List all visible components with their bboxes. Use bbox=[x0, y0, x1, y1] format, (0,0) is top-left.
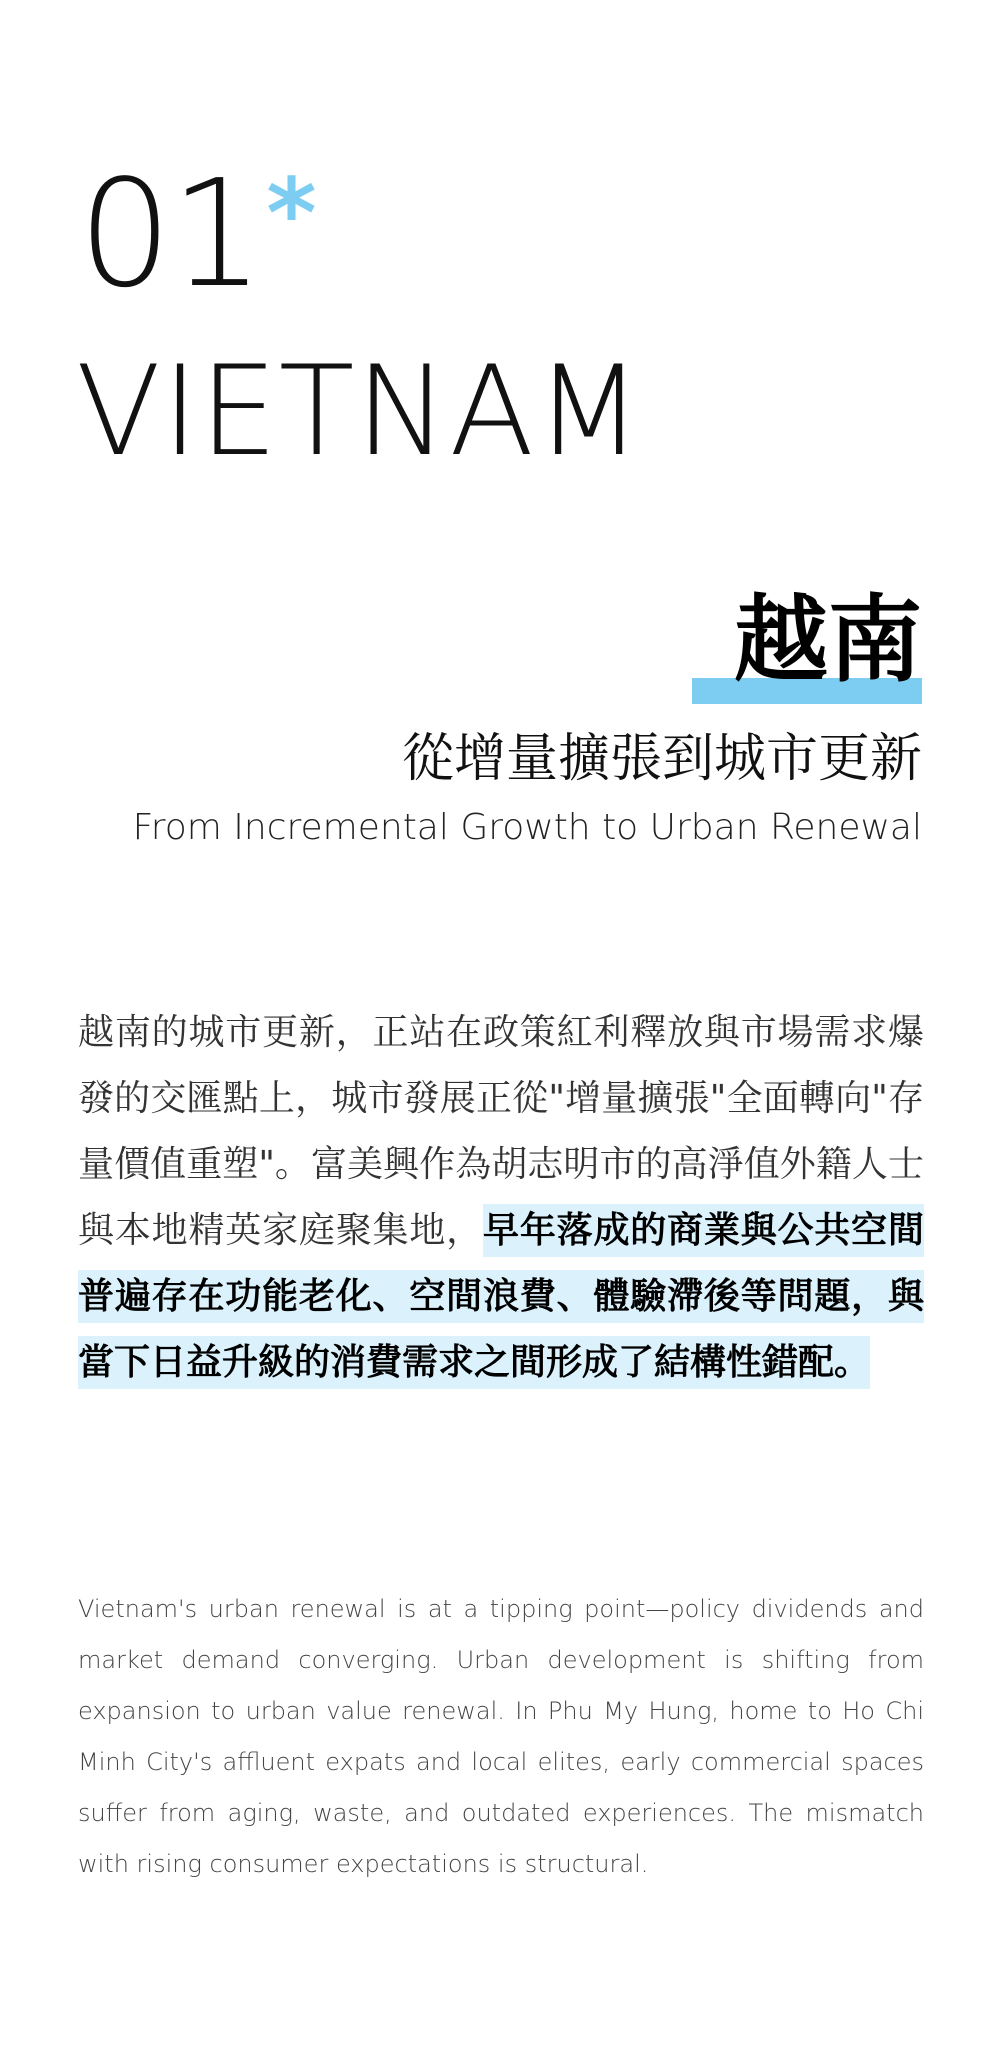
asterisk-marker: * bbox=[266, 158, 317, 270]
body-zh-intro: 越南的城市更新，正站在政策紅利釋放與市場需求爆發的交匯點上，城市發展正從"增量擴張"全面轉向"存量價值重塑"。富美興作為胡志明市的高淨值外籍人士與本地精英家庭聚集地， bbox=[78, 1012, 924, 1251]
body-paragraph-zh bbox=[78, 1000, 924, 1396]
subtitle-zh: 從增量擴張到城市更新 bbox=[401, 729, 922, 789]
country-title-zh: 越南 bbox=[733, 586, 922, 695]
country-title-zh-block bbox=[682, 585, 922, 705]
body-paragraph-en: Vietnam's urban renewal is at a tipping point—policy dividends and market demand converging. Urban development is shifting from expansion to urban value renewal. In Phu My Hung, home to Ho Chi Minh City's affluent expats and local elites, early commercial spaces suffer from aging, waste, and outdated experiences. The mismatch with rising consumer expectations is structural. bbox=[78, 1595, 924, 1878]
country-title-en: VIETNAM bbox=[76, 340, 644, 484]
subtitle-en: From Incremental Growth to Urban Renewal bbox=[132, 807, 922, 848]
section-number-text: 01 bbox=[78, 148, 263, 320]
section-number bbox=[78, 148, 317, 320]
body-zh-highlight: 早年落成的商業與公共空間普遍存在功能老化、空間浪費、體驗滯後等問題，與當下日益升級的消費需求之間形成了結構性錯配。 bbox=[78, 1204, 924, 1389]
